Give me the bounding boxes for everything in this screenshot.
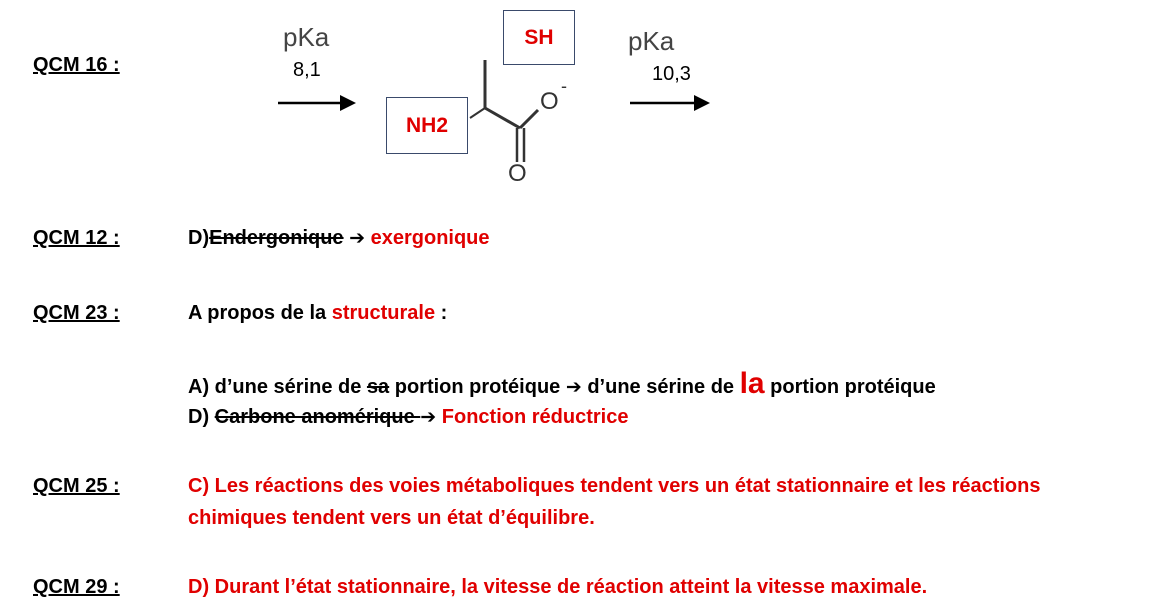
qcm23-d1: D) <box>188 406 215 428</box>
pka-right-label: pKa <box>628 26 675 56</box>
qcm12-struck: Endergonique <box>209 227 344 249</box>
qcm12-arrow-icon: ➔ <box>349 227 366 249</box>
nh2-box: NH2 <box>386 97 468 154</box>
qcm12-line <box>188 227 490 250</box>
qcm23-intro-a: A propos de la <box>188 302 332 324</box>
qcm25-label: QCM 25 : <box>33 475 120 497</box>
qcm23-d-struck: Carbone anomérique <box>214 406 421 428</box>
qcm23-a2: portion protéique <box>389 376 566 398</box>
qcm23-d-arrow-icon: ➔ <box>420 406 437 428</box>
qcm29-label: QCM 29 : <box>33 576 120 598</box>
qcm23-a-red: la <box>739 367 765 400</box>
qcm12-label: QCM 12 : <box>33 227 120 249</box>
pka-left-label: pKa <box>283 22 330 52</box>
qcm23-a3: d’une sérine de <box>581 376 740 398</box>
qcm23-intro-b: : <box>435 302 448 324</box>
qcm25-line2: chimiques tendent vers un état d’équilibre. <box>188 507 595 529</box>
qcm29-text: D) Durant l’état stationnaire, la vitesse de réaction atteint la vitesse maximale. <box>188 576 928 598</box>
qcm12-prefix: D) <box>188 227 210 249</box>
qcm23-a4: portion protéique <box>764 376 936 398</box>
qcm23-a-struck: sa <box>366 376 390 398</box>
qcm23-line-a <box>188 366 936 405</box>
qcm23-line-d <box>188 406 628 429</box>
qcm23-d-red: Fonction réductrice <box>436 406 629 428</box>
oxygen-top: O <box>540 88 559 115</box>
qcm23-intro <box>188 302 447 325</box>
oxygen-charge: - <box>561 76 567 96</box>
right-arrow-icon <box>622 90 714 116</box>
qcm23-a-arrow-icon: ➔ <box>565 376 582 398</box>
qcm23-intro-red: structurale <box>331 302 436 324</box>
pka-left-value: 8,1 <box>293 59 321 81</box>
qcm12-correction: exergonique <box>370 227 490 249</box>
oxygen-bottom: O <box>508 160 527 187</box>
qcm25-line1: C) Les réactions des voies métaboliques tendent vers un état stationnaire et les réactions <box>188 475 1041 497</box>
pka-right-value: 10,3 <box>652 63 691 85</box>
left-arrow-icon <box>270 90 360 116</box>
qcm23-a1: A) d’une sérine de <box>188 376 367 398</box>
sh-box: SH <box>503 10 575 65</box>
qcm16-label: QCM 16 : <box>33 54 120 76</box>
qcm23-label: QCM 23 : <box>33 302 120 324</box>
